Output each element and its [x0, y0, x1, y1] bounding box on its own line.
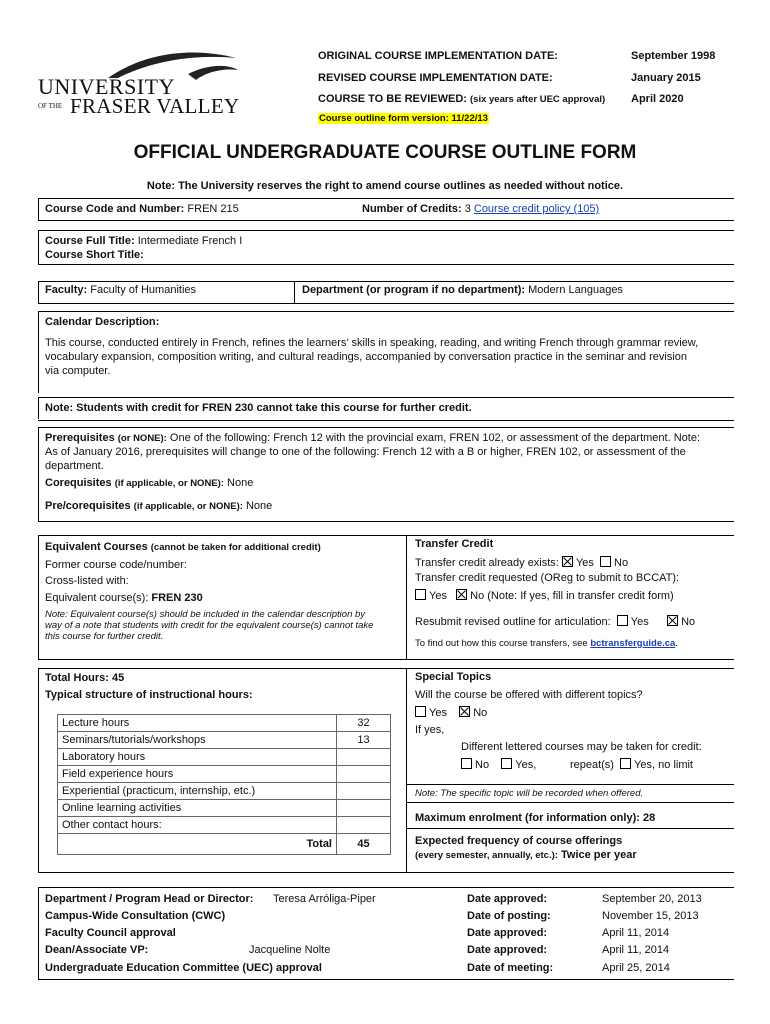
table-row: Online learning activities: [58, 800, 391, 817]
table-row: Laboratory hours: [58, 749, 391, 766]
rev-impl-value: January 2015: [631, 72, 701, 84]
topics-repeat-options: No Yes, repeat(s) Yes, no limit: [461, 758, 693, 771]
approval-label-1: Campus-Wide Consultation (CWC): [45, 910, 226, 922]
frequency-row: (every semester, annually, etc.): Twice per year: [415, 849, 637, 861]
orig-impl-value: September 1998: [631, 50, 716, 62]
lettered-yes-checkbox[interactable]: [501, 758, 512, 769]
resubmit-yes-checkbox[interactable]: [617, 615, 628, 626]
hours-table: [57, 714, 391, 855]
coreq: Corequisites (if applicable, or NONE): None: [45, 477, 254, 489]
cross-listed: Cross-listed with:: [45, 575, 129, 587]
logo-line2: FRASER VALLEY: [70, 94, 240, 118]
prereq-line-1: Prerequisites (or NONE): One of the following: French 12 with the provincial exam, FREN 102, or assessment of the department. Note:: [45, 432, 701, 444]
table-row: Total 45: [58, 834, 391, 855]
precoreq: Pre/corequisites (if applicable, or NONE): None: [45, 500, 273, 512]
approval-label-3: Dean/Associate VP:: [45, 944, 149, 956]
credit-note: Note: Students with credit for FREN 230 cannot take this course for further credit.: [45, 402, 472, 414]
resubmit-no-checkbox[interactable]: [667, 615, 678, 626]
credit-policy-link[interactable]: Course credit policy (105): [473, 203, 600, 215]
transfer-requested: Transfer credit requested (OReg to submit to BCCAT):: [415, 572, 680, 584]
former-code: Former course code/number:: [45, 559, 187, 571]
course-code: Course Code and Number: FREN 215: [45, 203, 239, 215]
approval-date-label-4: Date of meeting:: [467, 962, 554, 974]
approval-date-4: April 25, 2014: [602, 962, 670, 974]
frequency-label: Expected frequency of course offerings: [415, 835, 623, 847]
lettered-no-checkbox[interactable]: [461, 758, 472, 769]
topics-note: Note: The specific topic will be recorded when offered.: [415, 788, 644, 799]
topics-no-checkbox[interactable]: [459, 706, 470, 717]
table-row: Field experience hours: [58, 766, 391, 783]
hours-structure-label: Typical structure of instructional hours:: [45, 689, 253, 701]
approval-label-2: Faculty Council approval: [45, 927, 176, 939]
prereq-line-3: department.: [45, 460, 104, 472]
transfer-requested-options: Yes No (Note: If yes, fill in transfer credit form): [415, 589, 674, 602]
lettered-nolimit-checkbox[interactable]: [620, 758, 631, 769]
form-version: [318, 112, 489, 124]
approval-date-0: September 20, 2013: [602, 893, 702, 905]
university-logo: [38, 50, 248, 122]
topics-question: Will the course be offered with different topics?: [415, 689, 643, 701]
course-credits: Number of Credits: 3 Course credit policy (105): [362, 203, 600, 215]
approval-date-3: April 11, 2014: [602, 944, 670, 956]
calendar-label: Calendar Description:: [45, 316, 160, 328]
review-label: COURSE TO BE REVIEWED:: [318, 93, 467, 105]
total-hours: Total Hours: 45: [45, 672, 125, 684]
table-row: Other contact hours:: [58, 817, 391, 834]
form-version-text: Course outline form version: 11/22/13: [319, 113, 488, 124]
approval-label-4: Undergraduate Education Committee (UEC) approval: [45, 962, 322, 974]
transfer-label: Transfer Credit: [415, 538, 494, 550]
approval-name-0: Teresa Arróliga-Piper: [273, 893, 376, 905]
transfer-find: To find out how this course transfers, see bctransferguide.ca.: [415, 638, 678, 649]
calendar-line-3: via computer.: [45, 365, 111, 377]
special-topics-label: Special Topics: [415, 671, 492, 683]
approval-date-label-2: Date approved:: [467, 927, 548, 939]
approval-name-3: Jacqueline Nolte: [249, 944, 331, 956]
transfer-req-no-checkbox[interactable]: [456, 589, 467, 600]
topics-ifyes: If yes,: [415, 724, 445, 736]
table-row: Lecture hours 32: [58, 715, 391, 732]
topics-lettered: Different lettered courses may be taken for credit:: [461, 741, 702, 753]
transfer-req-yes-checkbox[interactable]: [415, 589, 426, 600]
full-title: Course Full Title: Intermediate French I: [45, 235, 243, 247]
transfer-exists-no-checkbox[interactable]: [600, 556, 611, 567]
approval-label-0: Department / Program Head or Director:: [45, 893, 254, 905]
review-row: [318, 93, 605, 105]
equivalent-label: Equivalent Courses (cannot be taken for additional credit): [45, 541, 321, 553]
short-title: Course Short Title:: [45, 249, 144, 261]
table-row: Seminars/tutorials/workshops 13: [58, 732, 391, 749]
rev-impl-label: REVISED COURSE IMPLEMENTATION DATE:: [318, 72, 553, 84]
resubmit-row: Resubmit revised outline for articulation: Yes No: [415, 616, 696, 628]
approval-date-1: November 15, 2013: [602, 910, 699, 922]
approval-date-label-1: Date of posting:: [467, 910, 551, 922]
calendar-line-1: This course, conducted entirely in French, refines the learners’ skills in speaking, reading, and writing French through grammar review,: [45, 337, 699, 349]
calendar-line-2: vocabulary expansion, composition writing, and cultural readings, accompanied by conversation practice in the seminar and revision: [45, 351, 688, 363]
transfer-exists-yes-checkbox[interactable]: [562, 556, 573, 567]
topics-options: Yes No: [415, 706, 487, 719]
equiv-courses: Equivalent course(s): FREN 230: [45, 592, 203, 604]
page-title: OFFICIAL UNDERGRADUATE COURSE OUTLINE FORM: [133, 142, 637, 163]
review-value: April 2020: [631, 93, 684, 105]
logo-of-the: OF THE: [38, 102, 63, 110]
review-sub: (six years after UEC approval): [470, 94, 606, 105]
prereq-line-2: As of January 2016, prerequisites will change to one of the following: French 12 with a B or higher, FREN 102, or assessment of the: [45, 446, 686, 458]
department: Department (or program if no department): Modern Languages: [302, 284, 623, 296]
topics-yes-checkbox[interactable]: [415, 706, 426, 717]
table-row: Experiential (practicum, internship, etc.): [58, 783, 391, 800]
logo-line1: UNIVERSITY: [38, 74, 175, 99]
orig-impl-label: ORIGINAL COURSE IMPLEMENTATION DATE:: [318, 50, 558, 62]
approval-date-label-3: Date approved:: [467, 944, 548, 956]
faculty: Faculty: Faculty of Humanities: [45, 284, 197, 296]
amend-note: Note: The University reserves the right to amend course outlines as needed without notice.: [146, 180, 624, 192]
equiv-note: Note: Equivalent course(s) should be included in the calendar description by way of a note that students with credit for the equivalent course(s) cannot take this course for further credit.: [45, 609, 374, 642]
approval-date-2: April 11, 2014: [602, 927, 670, 939]
bctransferguide-link[interactable]: bctransferguide.ca: [590, 638, 676, 649]
approval-date-label-0: Date approved:: [467, 893, 548, 905]
max-enrolment: Maximum enrolment (for information only): 28: [415, 812, 656, 824]
transfer-exists: Transfer credit already exists: Yes No: [415, 557, 629, 569]
